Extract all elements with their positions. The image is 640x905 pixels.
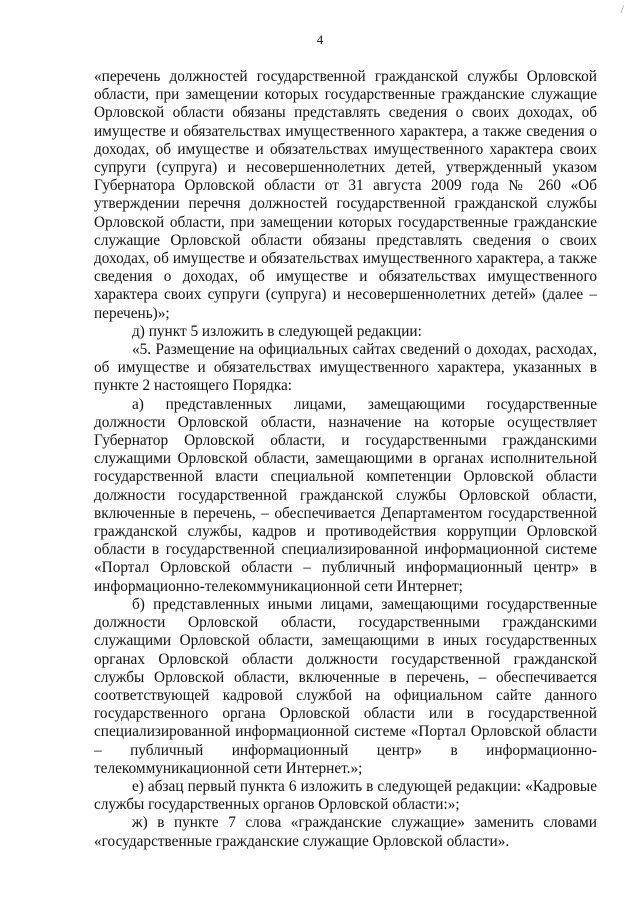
corner-mark: /: [620, 2, 624, 16]
paragraph-quoted-list: «перечень должностей государственной гражданской службы Орловской области, при замещении которых государственные гражданские служащие Орловской области обязаны представлять сведения о своих доходах, об имуществе и обязательствах имущественного характера, а также сведения о доходах, об имуществе и обязательствах имущественного характера своих супруги (супруга) и несовершеннолетних детей, утвержденный указом Губернатора Орловской области от 31 августа 2009 года № 260 «Об утверждении перечня должностей государственной гражданской службы Орловской области, при замещении которых государственные гражданские служащие Орловской области обязаны представлять сведения о своих доходах, об имуществе и обязательствах имущественного характера, а также сведения о доходах, об имуществе и обязательствах имущественного характера своих супруги (супруга) и несовершеннолетних детей» (далее – перечень)»;: [94, 68, 597, 322]
page-number: 4: [316, 32, 324, 47]
paragraph-subitem-a: а) представленных лицами, замещающими государственные должности Орловской области, назначение на которые осуществляет Губернатор Орловской области, и государственными гражданскими служащими Орловской области, замещающими в органах исполнительной государственной власти специальной компетенции Орловской области должности государственной гражданской службы Орловской области, включенные в перечень, – обеспечивается Департаментом государственной гражданской службы, кадров и противодействия коррупции Орловской области в государственной специализированной информационной системе «Портал Орловской области – публичный информационный центр» в информационно-телекоммуникационной сети Интернет;: [94, 395, 597, 595]
document-body: [94, 68, 597, 851]
paragraph-item-e: е) абзац первый пункта 6 изложить в следующей редакции: «Кадровые службы государственных органов Орловской области:»;: [94, 777, 597, 814]
paragraph-item-d: д) пункт 5 изложить в следующей редакции:: [132, 322, 422, 340]
paragraph-subitem-b: б) представленных иными лицами, замещающими государственные должности Орловской области, государственными гражданскими служащими Орловской области, замещающими в иных государственных органах Орловской области должности государственной гражданской службы Орловской области, включенные в перечень, – обеспечивается соответствующей кадровой службой на официальном сайте данного государственного органа Орловской области или в государственной специализированной информационной системе «Портал Орловской области – публичный информационный центр» в информационно-телекоммуникационной сети Интернет.»;: [94, 595, 597, 777]
paragraph-point-5: «5. Размещение на официальных сайтах сведений о доходах, расходах, об имуществе и обязательствах имущественного характера, указанных в пункте 2 настоящего Порядка:: [94, 341, 597, 395]
paragraph-item-zh: ж) в пункте 7 слова «гражданские служащие» заменить словами «государственные гражданские служащие Орловской области».: [94, 814, 597, 850]
